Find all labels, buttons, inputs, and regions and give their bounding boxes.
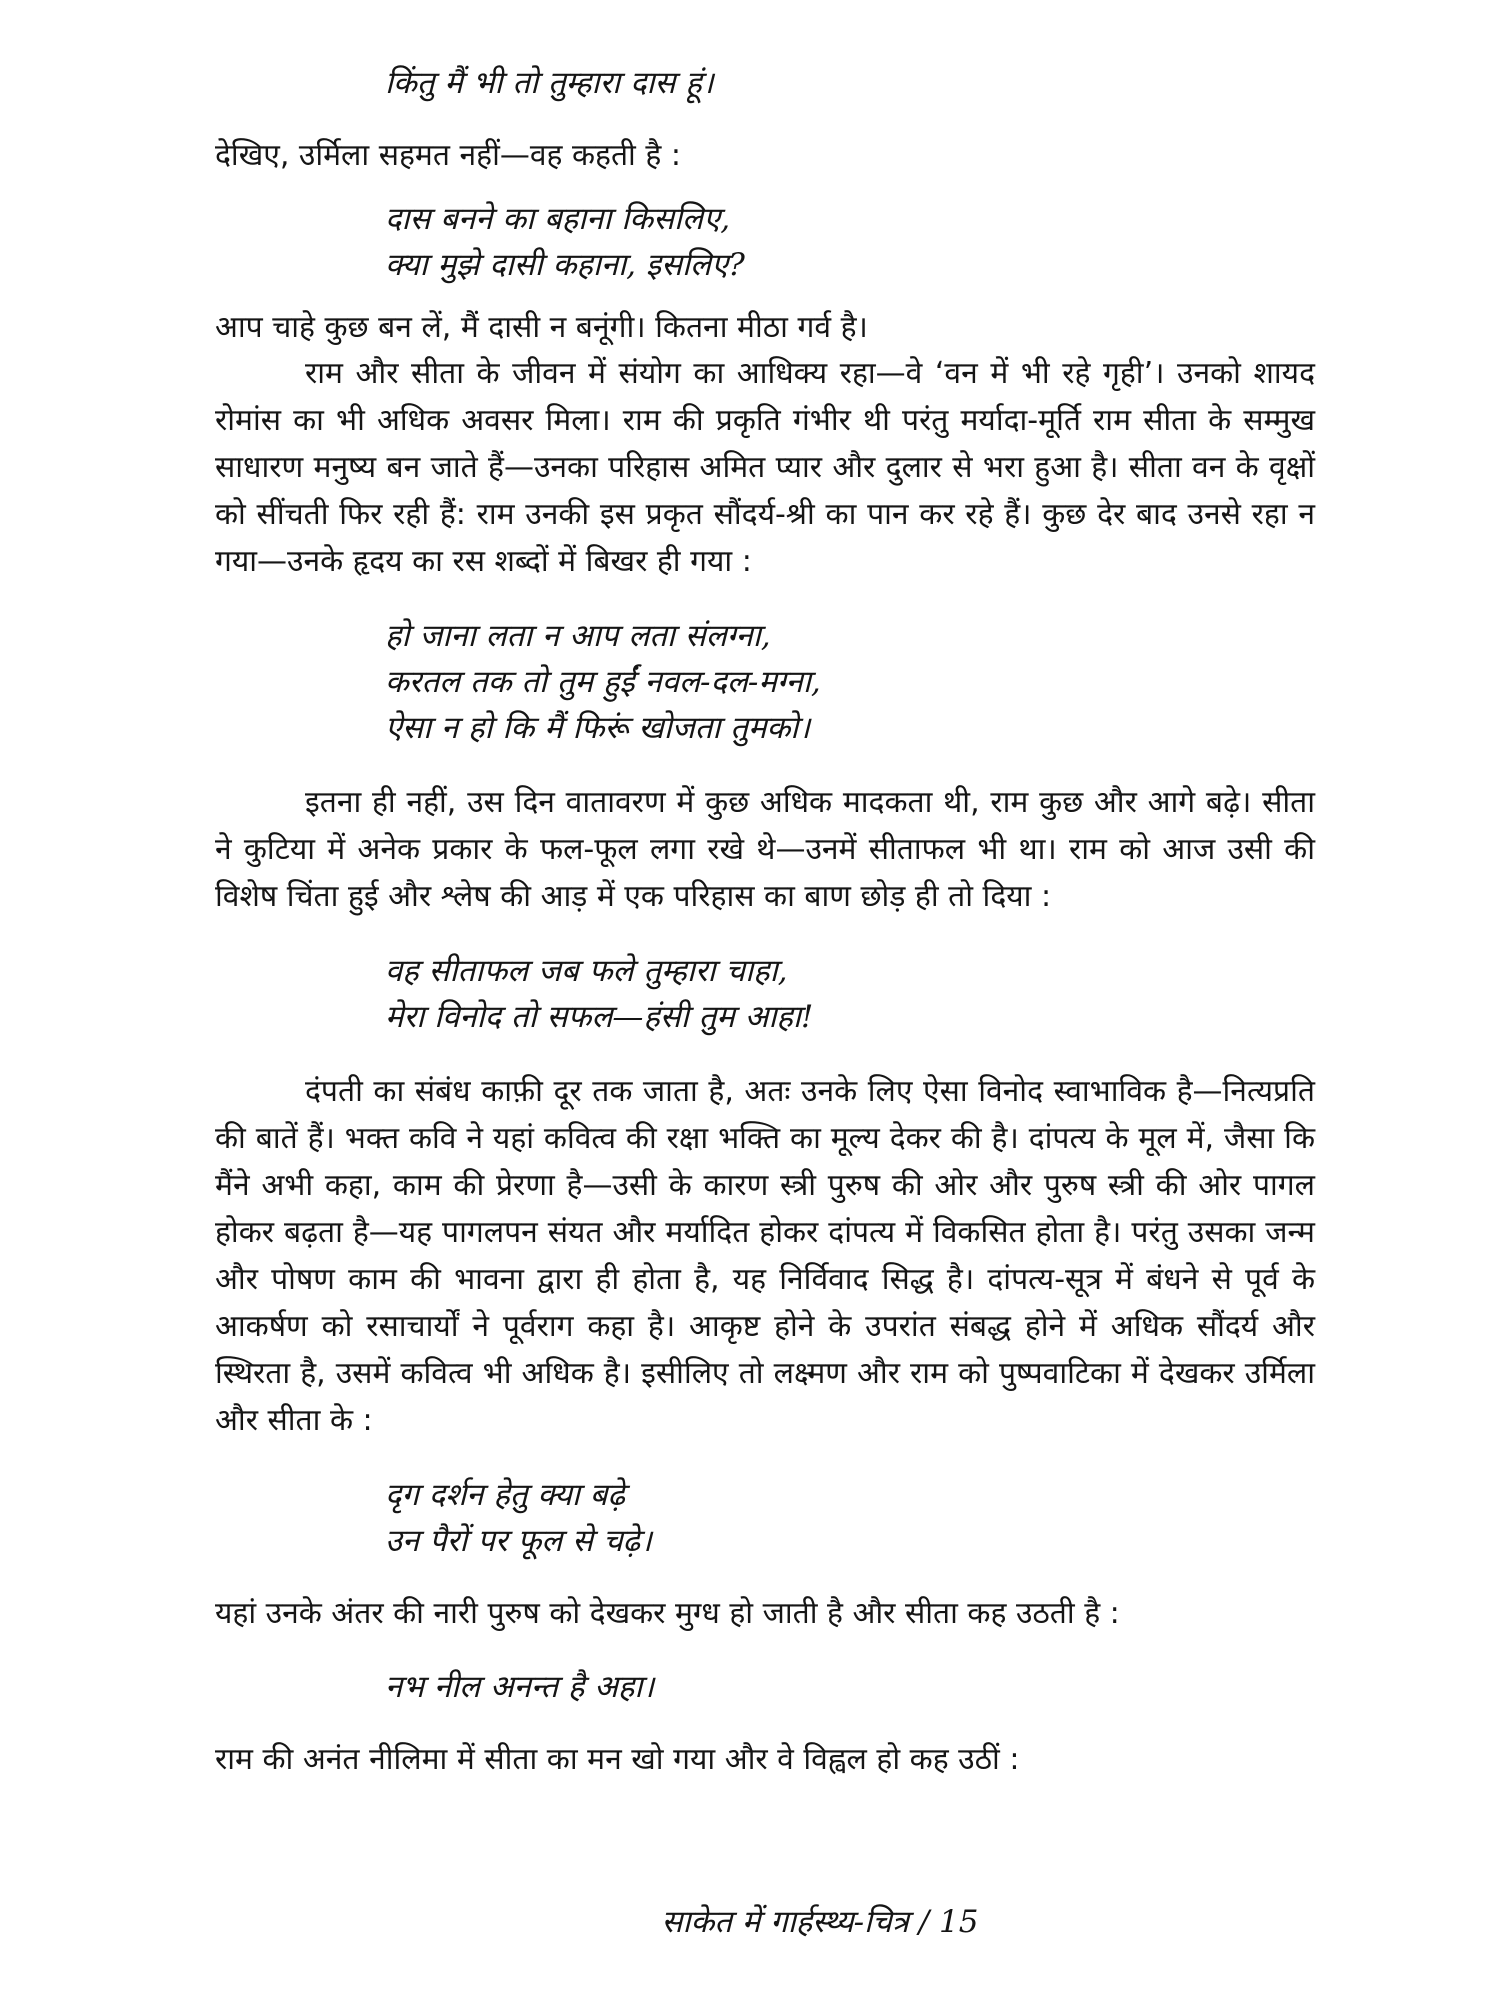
paragraph-garva: आप चाहे कुछ बन लें, मैं दासी न बनूंगी। कितना मीठा गर्व है। <box>215 310 868 345</box>
paragraph-urmila-intro: देखिए, उर्मिला सहमत नहीं—वह कहती है : <box>215 138 681 173</box>
verse-drig-darshan <box>215 1472 1315 1564</box>
paragraph-ram-sita: राम और सीता के जीवन में संयोग का आधिक्य रहा—वे ‘वन में भी रहे गृही’। उनको शायद रोमांस का भी अधिक अवसर मिला। राम की प्रकृति गंभीर थी परंतु मर्यादा-मूर्ति राम सीता के सम्मुख साधारण मनुष्य बन जाते हैं—उनका परिहास अमित प्यार और दुलार से भरा हुआ है। सीता वन के वृक्षों को सींचती फिर रही हैं: राम उनकी इस प्रकृत सौंदर्य-श्री का पान कर रहे हैं। कुछ देर बाद उनसे रहा न गया—उनके हृदय का रस शब्दों में बिखर ही गया : <box>215 356 1315 579</box>
verse-line: क्या मुझे दासी कहाना, इसलिए? <box>385 247 745 283</box>
book-page <box>215 60 1315 1782</box>
paragraph-nari: यहां उनके अंतर की नारी पुरुष को देखकर मुग्ध हो जाती है और सीता कह उठती है : <box>215 1596 1120 1631</box>
verse-sitaphal <box>215 948 1315 1040</box>
verse-line: वह सीताफल जब फले तुम्हारा चाहा, <box>385 953 788 989</box>
paragraph-neelima: राम की अनंत नीलिमा में सीता का मन खो गया और वे विह्वल हो कह उठीं : <box>215 1742 1020 1777</box>
verse-line: नभ नील अनन्त है अहा। <box>385 1669 655 1705</box>
verse-line: करतल तक तो तुम हुईं नवल-दल-मग्ना, <box>385 664 821 700</box>
verse-line: दृग दर्शन हेतु क्या बढ़े <box>385 1477 625 1513</box>
verse-lata <box>215 613 1315 751</box>
verse-dasi <box>215 196 1315 288</box>
running-footer <box>0 1900 1500 1942</box>
verse-line: मेरा विनोद तो सफल—हंसी तुम आहा! <box>385 999 814 1035</box>
verse-dasa <box>215 60 1315 106</box>
paragraph-dampati: दंपती का संबंध काफ़ी दूर तक जाता है, अतः उनके लिए ऐसा विनोद स्वाभाविक है—नित्यप्रति की बातें हैं। भक्त कवि ने यहां कवित्व की रक्षा भक्ति का मूल्य देकर की है। दांपत्य के मूल में, जैसा कि मैंने अभी कहा, काम की प्रेरणा है—उसी के कारण स्त्री पुरुष की ओर और पुरुष स्त्री की ओर पागल होकर बढ़ता है—यह पागलपन संयत और मर्यादित होकर दांपत्य में विकसित होता है। परंतु उसका जन्म और पोषण काम की भावना द्वारा ही होता है, यह निर्विवाद सिद्ध है। दांपत्य-सूत्र में बंधने से पूर्व के आकर्षण को रसाचार्यों ने पूर्वराग कहा है। आकृष्ट होने के उपरांत संबद्ध होने में अधिक सौंदर्य और स्थिरता है, उसमें कवित्व भी अधिक है। इसीलिए तो लक्ष्मण और राम को पुष्पवाटिका में देखकर उर्मिला और सीता के : <box>215 1074 1315 1438</box>
verse-line: दास बनने का बहाना किसलिए, <box>385 201 731 237</box>
verse-line: उन पैरों पर फूल से चढ़े। <box>385 1523 652 1559</box>
verse-nabh-neel <box>215 1664 1315 1710</box>
verse-line: ऐसा न हो कि मैं फिरूं खोजता तुमको। <box>385 710 811 746</box>
paragraph-sitaphal: इतना ही नहीं, उस दिन वातावरण में कुछ अधिक मादकता थी, राम कुछ और आगे बढ़े। सीता ने कुटिया में अनेक प्रकार के फल-फूल लगा रखे थे—उनमें सीताफल भी था। राम को आज उसी की विशेष चिंता हुई और श्लेष की आड़ में एक परिहास का बाण छोड़ ही तो दिया : <box>215 785 1315 914</box>
footer-title-page-number: साकेत में गार्हस्थ्य-चित्र / 15 <box>661 1904 979 1940</box>
verse-line: किंतु मैं भी तो तुम्हारा दास हूं। <box>385 65 714 101</box>
verse-line: हो जाना लता न आप लता संलग्ना, <box>385 618 771 654</box>
